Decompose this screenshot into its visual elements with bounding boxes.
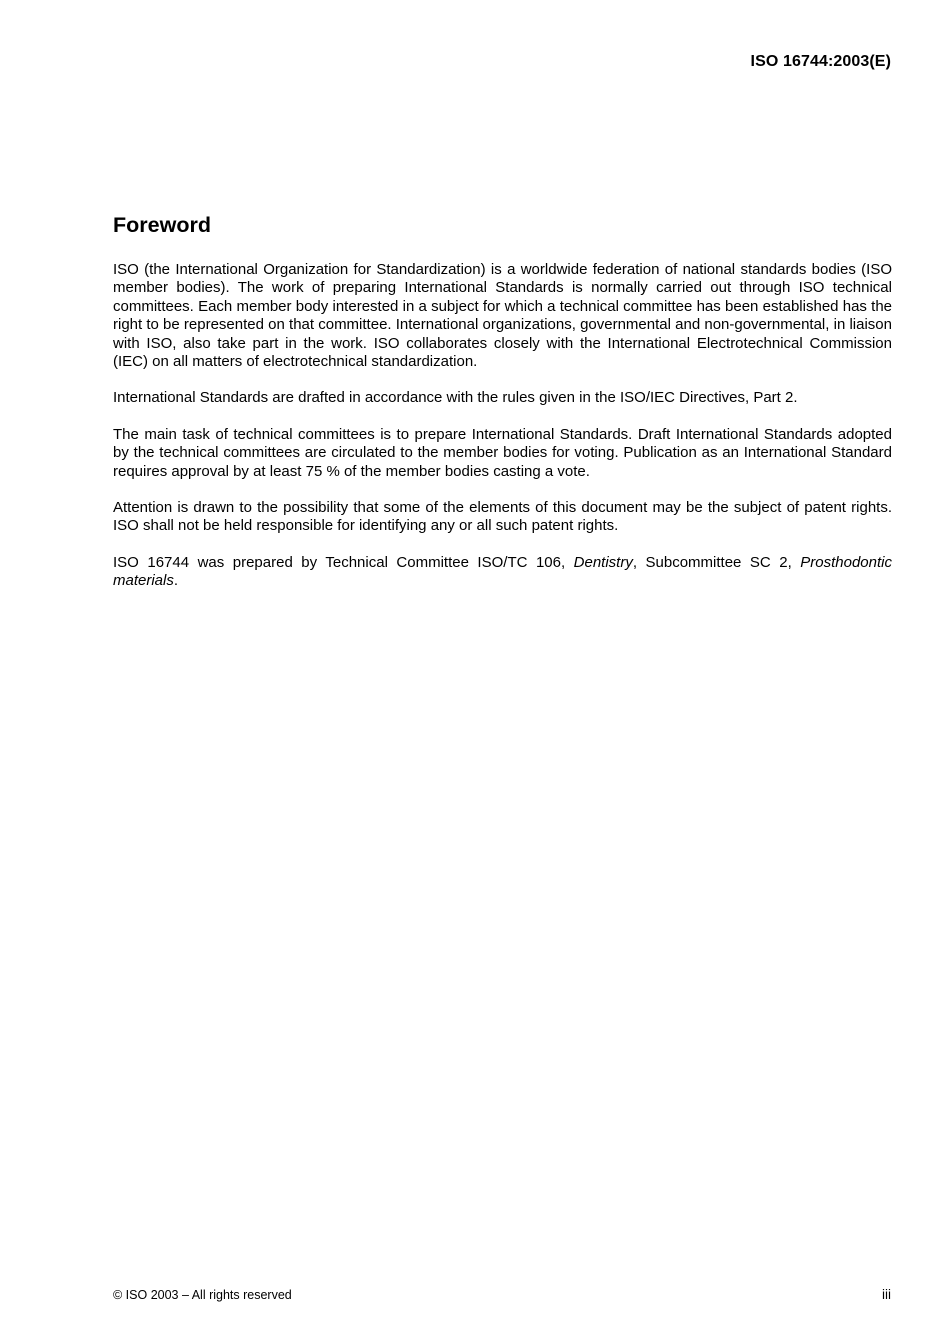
paragraph-iso-intro: ISO (the International Organization for Standardization) is a worldwide federation of national standards bodies (ISO member bodies). The work of preparing International Standards is normally carried out through ISO technical committees. Each member body interested in a subject for which a technical committee has been established has the right to be represented on that committee. International organizations, governmental and non-governmental, in liaison with ISO, also take part in the work. ISO collaborates closely with the International Electrotechnical Commission (IEC) on all matters of electrotechnical standardization. [113, 261, 892, 371]
document-code: ISO 16744:2003(E) [750, 53, 891, 70]
copyright-notice: © ISO 2003 – All rights reserved [113, 1288, 292, 1302]
section-title: Foreword [113, 213, 211, 237]
prepared-by-prefix: ISO 16744 was prepared by Technical Committee ISO/TC 106, [113, 553, 574, 571]
subcommittee-name: Prosthodontic materials [113, 553, 892, 590]
paragraph-committee-task: The main task of technical committees is to prepare International Standards. Draft International Standards adopted by the technical committees are circulated to the member bodies for voting. Publication as an International Standard requires approval by at least 75 % of the member bodies casting a vote. [113, 425, 892, 480]
paragraph-prepared-by [113, 554, 892, 591]
paragraph-patent-rights: Attention is drawn to the possibility that some of the elements of this document may be the subject of patent rights. ISO shall not be held responsible for identifying any or all such patent rights. [113, 499, 892, 535]
committee-name: Dentistry [573, 553, 633, 571]
page-number: iii [882, 1287, 891, 1302]
prepared-by-suffix: . [173, 572, 179, 590]
paragraph-directives: International Standards are drafted in accordance with the rules given in the ISO/IEC Directives, Part 2. [113, 389, 798, 407]
prepared-by-middle: , Subcommittee SC 2, [632, 553, 801, 571]
foreword-section [113, 212, 892, 609]
